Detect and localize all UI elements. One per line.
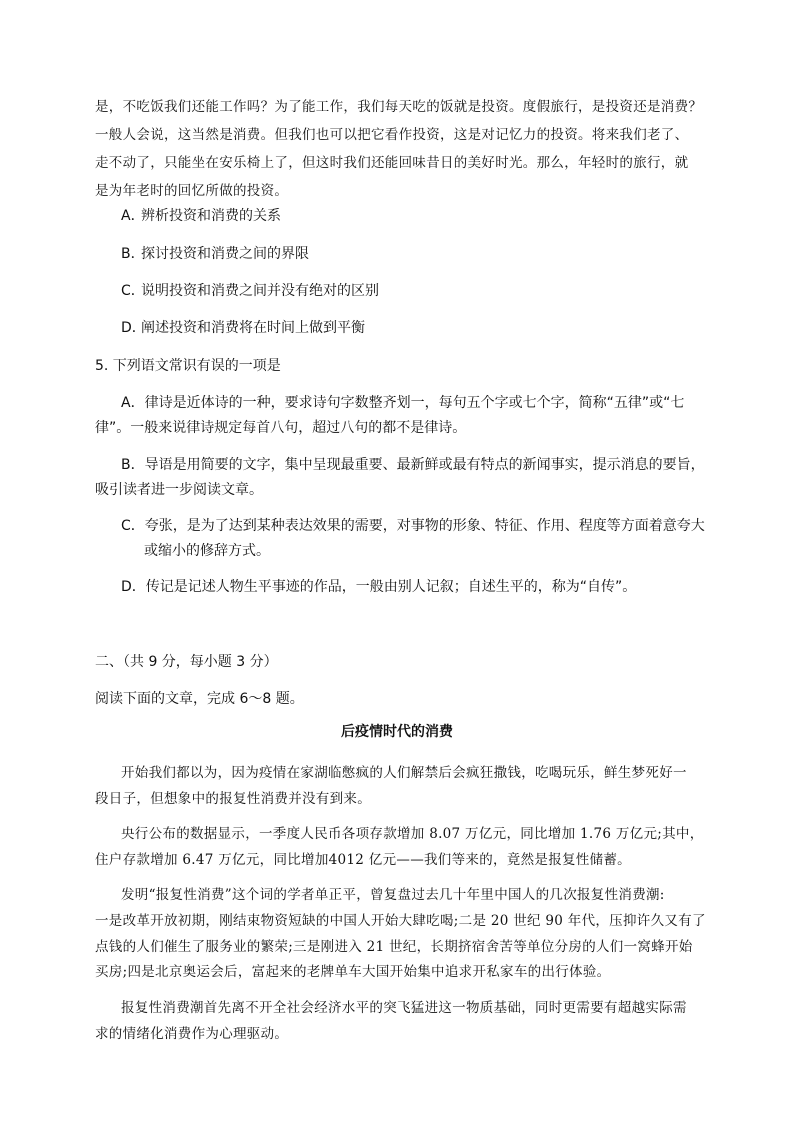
option-text: 律诗是近体诗的一种，要求诗句字数整齐划一，每句五个字或七个字，简称“五律”或“七 bbox=[144, 395, 685, 411]
q5-option-a-line1 bbox=[121, 389, 721, 417]
option-text: 传记是记述人物生平事迹的作品，一般由别人记叙；自述生平的，称为“自传”。 bbox=[145, 579, 637, 595]
option-text: 说明投资和消费之间并没有绝对的区别 bbox=[141, 283, 379, 299]
option-label: C． bbox=[121, 518, 145, 534]
option-label: B． bbox=[121, 246, 145, 262]
passage-line: 是，不吃饭我们还能工作吗？为了能工作，我们每天吃的饭就是投资。度假旅行，是投资还是消费？ bbox=[95, 99, 703, 115]
option-text: 阐述投资和消费将在时间上做到平衡 bbox=[141, 320, 365, 336]
passage-line: 一般人会说，这当然是消费。但我们也可以把它看作投资，这是对记忆力的投资。将来我们老了、 bbox=[95, 127, 689, 143]
article-para-4-line1: 报复性消费潮首先离不开全社会经济水平的突飞猛进这一物质基础，同时更需要有超越实际需 bbox=[121, 1000, 687, 1016]
option-text: 辨析投资和消费的关系 bbox=[141, 208, 281, 224]
article-para-4-line2: 求的情绪化消费作为心理驱动。 bbox=[95, 1026, 289, 1042]
section-2-instruction: 阅读下面的文章，完成 6～8 题。 bbox=[95, 691, 304, 707]
article-para-1-line2: 段日子，但想象中的报复性消费并没有到来。 bbox=[95, 791, 371, 807]
q5-option-c-line1 bbox=[121, 512, 721, 540]
option-label: D． bbox=[121, 579, 146, 595]
q4-option-d bbox=[121, 314, 721, 342]
article-para-2-line2: 住户存款增加 6.47 万亿元，同比增加4012 亿元——我们等来的，竟然是报复性储蓄。 bbox=[95, 852, 631, 868]
q4-option-c bbox=[121, 277, 721, 305]
option-text: 探讨投资和消费之间的界限 bbox=[141, 246, 309, 262]
q4-option-b bbox=[121, 240, 721, 268]
option-label: B． bbox=[121, 457, 145, 473]
q5-option-b-line2: 吸引读者进一步阅读文章。 bbox=[95, 482, 263, 498]
q5-option-b-line1 bbox=[121, 451, 721, 479]
article-para-3-line2: 一是改革开放初期，刚结束物资短缺的中国人开始大肆吃喝;二是 20 世纪 90 年代，压抑许久又有了 bbox=[95, 913, 706, 929]
article-para-3-line3: 点钱的人们催生了服务业的繁荣;三是刚进入 21 世纪，长期挤宿舍苦等单位分房的人们一窝蜂开始 bbox=[95, 939, 693, 955]
q5-option-c-line2: 或缩小的修辞方式。 bbox=[144, 543, 270, 559]
option-label: A． bbox=[121, 208, 145, 224]
option-label: D． bbox=[121, 320, 146, 336]
article-para-3-line4: 买房;四是北京奥运会后，富起来的老牌单车大国开始集中追求开私家车的出行体验。 bbox=[95, 964, 611, 980]
option-label: A． bbox=[121, 395, 145, 411]
option-text: 夸张，是为了达到某种表达效果的需要，对事物的形象、特征、作用、程度等方面着意夸大 bbox=[144, 518, 705, 534]
article-title: 后疫情时代的消费 bbox=[341, 724, 453, 740]
passage-line: 走不动了，只能坐在安乐椅上了，但这时我们还能回味昔日的美好时光。那么，年轻时的旅行，就 bbox=[95, 155, 689, 171]
article-para-1-line1: 开始我们都以为，因为疫情在家湖临憋疯的人们解禁后会疯狂撒钱，吃喝玩乐，鲜生梦死好一 bbox=[121, 765, 687, 781]
q4-option-a bbox=[121, 202, 721, 230]
section-2-header: 二、（共 9 分，每小题 3 分） bbox=[95, 654, 278, 670]
article-para-2-line1: 央行公布的数据显示，一季度人民币各项存款增加 8.07 万亿元，同比增加 1.76 万亿元;其中， bbox=[121, 826, 704, 842]
q5-option-a-line2: 律”。一般来说律诗规定每首八句，超过八句的都不是律诗。 bbox=[95, 420, 467, 436]
option-text: 导语是用简要的文字，集中呈现最重要、最新鲜或最有特点的新闻事实，提示消息的要旨， bbox=[144, 457, 705, 473]
article-para-3-line1: 发明“报复性消费”这个词的学者单正平，曾复盘过去几十年里中国人的几次报复性消费潮: bbox=[121, 887, 665, 903]
q5-option-d-line1 bbox=[121, 573, 721, 601]
passage-line: 是为年老时的回忆所做的投资。 bbox=[95, 183, 289, 199]
question-5-stem: 5. 下列语文常识有误的一项是 bbox=[95, 358, 281, 374]
option-label: C． bbox=[121, 283, 145, 299]
